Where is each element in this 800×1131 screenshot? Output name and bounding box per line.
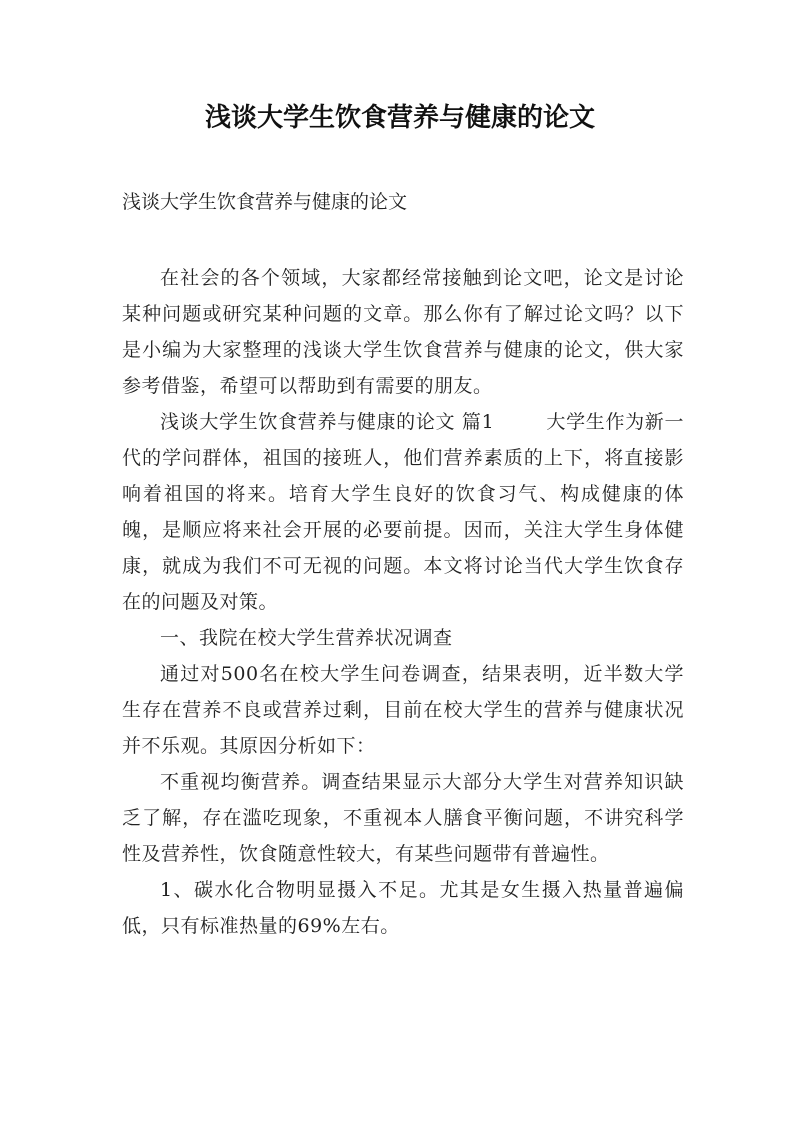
- document-body: [122, 260, 684, 944]
- survey-heading: 一、我院在校大学生营养状况调查: [160, 627, 453, 649]
- intro-paragraph: 在社会的各个领域，大家都经常接触到论文吧，论文是讨论某种问题或研究某种问题的文章。那么你有了解过论文吗？以下是小编为大家整理的浅谈大学生饮食营养与健康的论文，供大家参考借鉴，希望可以帮助到有需要的朋友。: [122, 267, 684, 397]
- section-heading: 浅谈大学生饮食营养与健康的论文 篇1: [160, 411, 495, 433]
- document-title: 浅谈大学生饮食营养与健康的论文: [204, 103, 595, 133]
- carbohydrate-paragraph: 1、碳水化合物明显摄入不足。尤其是女生摄入热量普遍偏低，只有标准热量的69%左右。: [122, 879, 684, 937]
- nutrition-paragraph: 不重视均衡营养。调查结果显示大部分大学生对营养知识缺乏了解，存在滥吃现象，不重视本人膳食平衡问题，不讲究科学性及营养性，饮食随意性较大，有某些问题带有普遍性。: [122, 771, 684, 865]
- section-text: 大学生作为新一代的学问群体，祖国的接班人，他们营养素质的上下，将直接影响着祖国的将来。培育大学生良好的饮食习气、构成健康的体魄，是顺应将来社会开展的必要前提。因而，关注大学生身体健康，就成为我们不可无视的问题。本文将讨论当代大学生饮食存在的问题及对策。: [122, 411, 684, 613]
- section-paragraph: [122, 404, 684, 620]
- survey-paragraph: 通过对500名在校大学生问卷调查，结果表明，近半数大学生存在营养不良或营养过剩，目前在校大学生的营养与健康状况并不乐观。其原因分析如下：: [122, 663, 684, 757]
- document-subtitle: 浅谈大学生饮食营养与健康的论文: [122, 191, 408, 213]
